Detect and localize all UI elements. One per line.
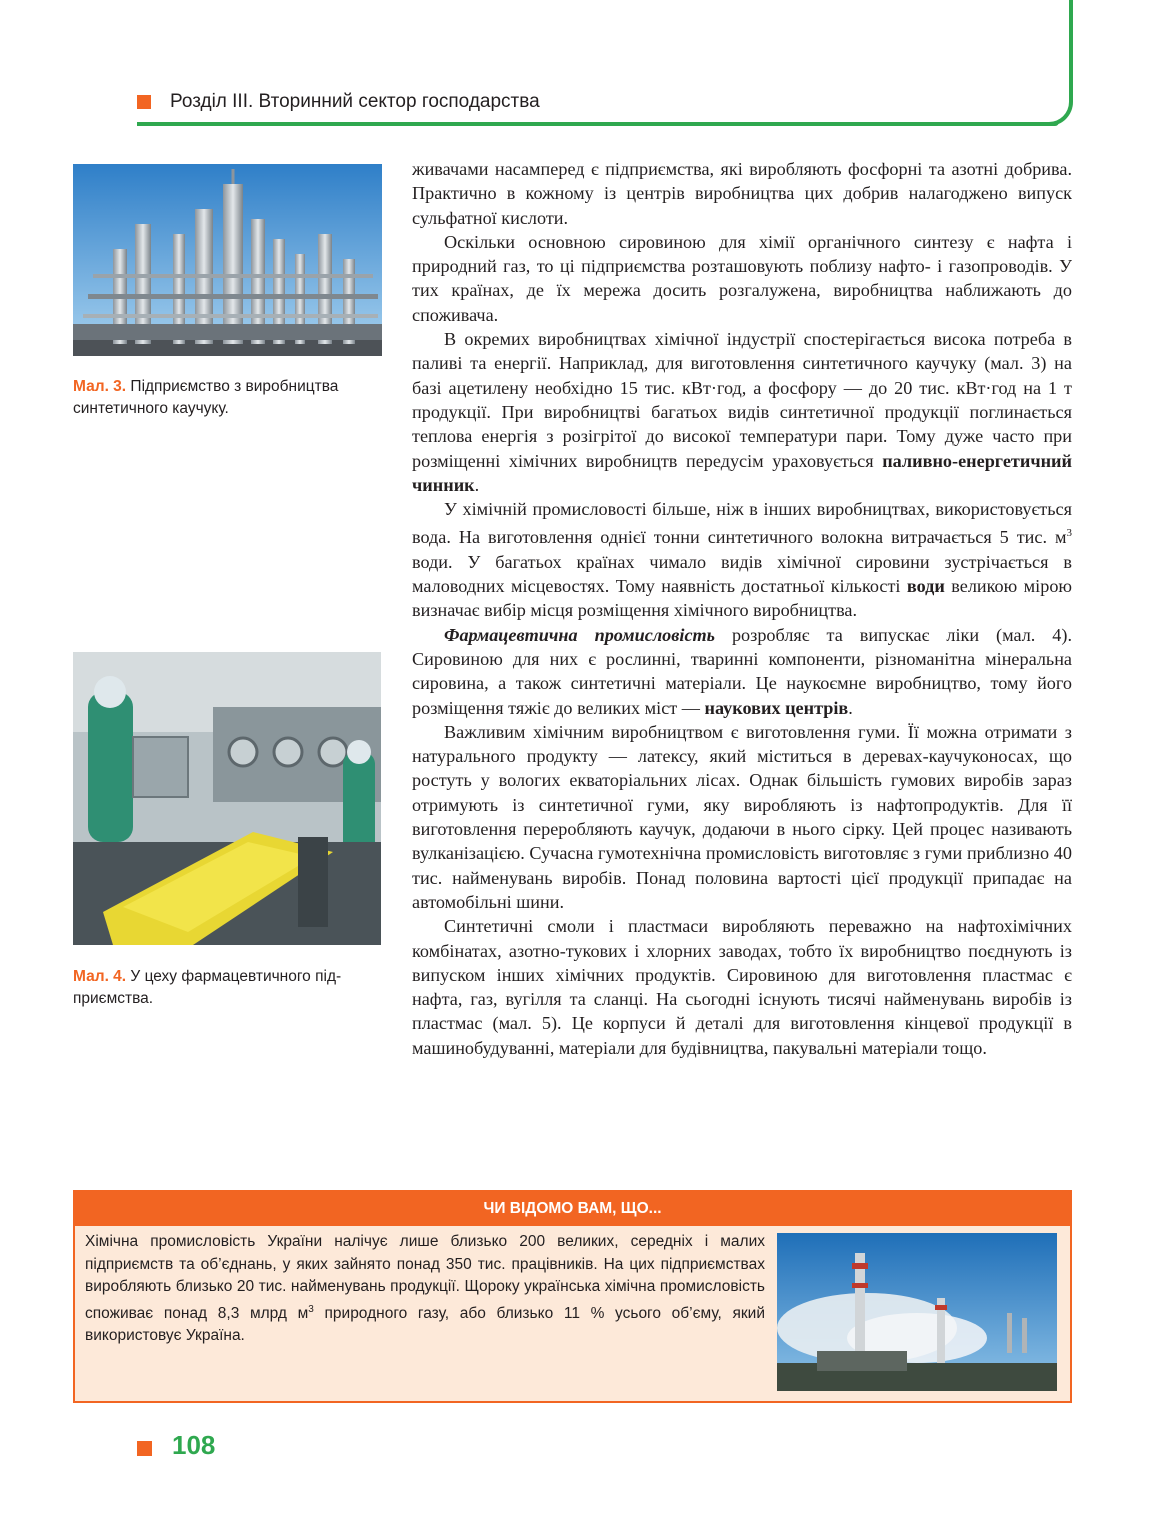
footer-marker (137, 1441, 152, 1456)
figure-4-caption-line1: У цеху фармацевтичного під- (130, 968, 342, 985)
paragraph-4: У хімічній промисловості більше, ніж в інших виробництвах, використовується вода. На виготовлення однієї тонни синтетичного волокна витрачається 5 тис. $м^3$ води. У багатьох країнах чимало видів хімічної сировини зустрічається в маловодних місцевостях. Тому наявність достатньої кількості води великою мірою визначає вибір місця розміщення хімічного виробництва. (412, 499, 1072, 621)
term-pharmaceutical-industry: Фармацевтична промисловість (444, 624, 715, 645)
chemical-plant-photo (777, 1233, 1057, 1391)
term-science-centers: наукових центрів (704, 697, 849, 718)
header-frame-curve (1040, 0, 1073, 126)
header-marker (137, 95, 151, 109)
figure-3-label: Мал. 3. (73, 378, 127, 395)
figure-3-caption-line2: синтетичного каучуку. (73, 400, 229, 417)
figure-3-photo (73, 164, 382, 356)
figure-4-label: Мал. 4. (73, 968, 127, 985)
paragraph-1: живачами насамперед є підприємства, які виробляють фосфорні та азотні добрива. Практично в кожному із центрів виробництва цих добрив налагоджено випуск сульфатної кислоти. (412, 159, 1072, 228)
paragraph-5: Фармацевтична промисловість розробляє та випускає ліки (мал. 4). Сировиною для них є рослинні, тваринні компоненти, різноманітна мінеральна сировина, а також синтетичні матеріали. Це наукоємне виробництво, тому його розміщення тяжіє до великих міст — наукових центрів. (412, 624, 1072, 718)
header-rule (137, 122, 1059, 126)
section-title: Розділ III. Вторинний сектор господарства (170, 91, 540, 112)
paragraph-3: В окремих виробництвах хімічної індустрії спостерігається висока потреба в паливі та енергії. Наприклад, для виготовлення синтетичного каучуку (мал. 3) на базі ацетилену необхідно 15 тис. кВт·год, а фосфору — до 20 тис. кВт·год на 1 т продукції. При виробництві багатьох видів синтетичної продукції поглинається теплова енергія з розігрітої до високої температури пари. Тому дуже часто при розміщенні хімічних виробництв передусім ураховується паливно-енергетичний чинник. (412, 329, 1073, 495)
figure-3-caption-line1: Підприємство з виробництва (130, 378, 339, 395)
did-you-know-box (73, 1190, 1072, 1403)
main-text (412, 157, 1072, 1060)
figure-4-photo (73, 652, 381, 945)
paragraph-7: Синтетичні смоли і пластмаси виробляють переважно на нафтохімічних комбінатах, азотно-тукових і хлорних заводах, тобто їх виробництво поєднують із випуском інших хімічних продуктів. Сировиною для виготовлення пластмас є нафта, газ, вугілля та сланці. На сьогодні існують тисячі найменувань виробів із пластмас (мал. 5). Це корпуси й деталі для виготовлення кінцевої продукції в машинобудуванні, матеріали для будівництва, пакувальні матеріали тощо. (412, 916, 1072, 1058)
figure-4-caption (73, 966, 393, 1010)
figure-4-caption-line2: приємства. (73, 990, 154, 1007)
paragraph-6: Важливим хімічним виробництвом є виготовлення гуми. Її можна отримати з натурального продукту — латексу, який міститься в деревах-каучуконосах, що ростуть у вологих екваторіальних лісах. Однак більшість гумових виробів зараз отримують із синтетичної гуми, яку виробляють із нафтопродуктів. Для її виготовлення переробляють каучук, додаючи в нього сірку. Цей процес називають вулканізацією. Сучасна гумотехнічна промисловість виготовляє з гуми приблизно 40 тис. найменувань виробів. Понад половина вартості цієї продукції припадає на автомобільні шини. (412, 721, 1072, 912)
paragraph-2: Оскільки основною сировиною для хімії органічного синтезу є нафта і природний газ, то ці підприємства розташовують поблизу нафто- і газопроводів. У тих країнах, де їх мережа досить розгалужена, виробництва наближають до споживача. (412, 231, 1072, 325)
term-water: води (906, 576, 945, 597)
term-fuel-energy-factor: паливно-енергетичний чинник (412, 450, 1073, 495)
did-you-know-title: ЧИ ВІДОМО ВАМ, ЩО... (75, 1192, 1070, 1226)
page-number: 108 (172, 1430, 216, 1460)
did-you-know-text: Хімічна промисловість України налічує лише близько 200 великих, середніх і малих підприємств та об’єднань, у яких зайнято понад 350 тис. працівників. На цих підприємствах виробляють близько 20 тис. найменувань продукції. Щороку українська хімічна промисловість споживає понад 8,3 млрд $м^3$ природного газу, або близько 11 % усього об’єму, який використовує Україна. (85, 1233, 765, 1345)
figure-3-caption (73, 376, 393, 420)
